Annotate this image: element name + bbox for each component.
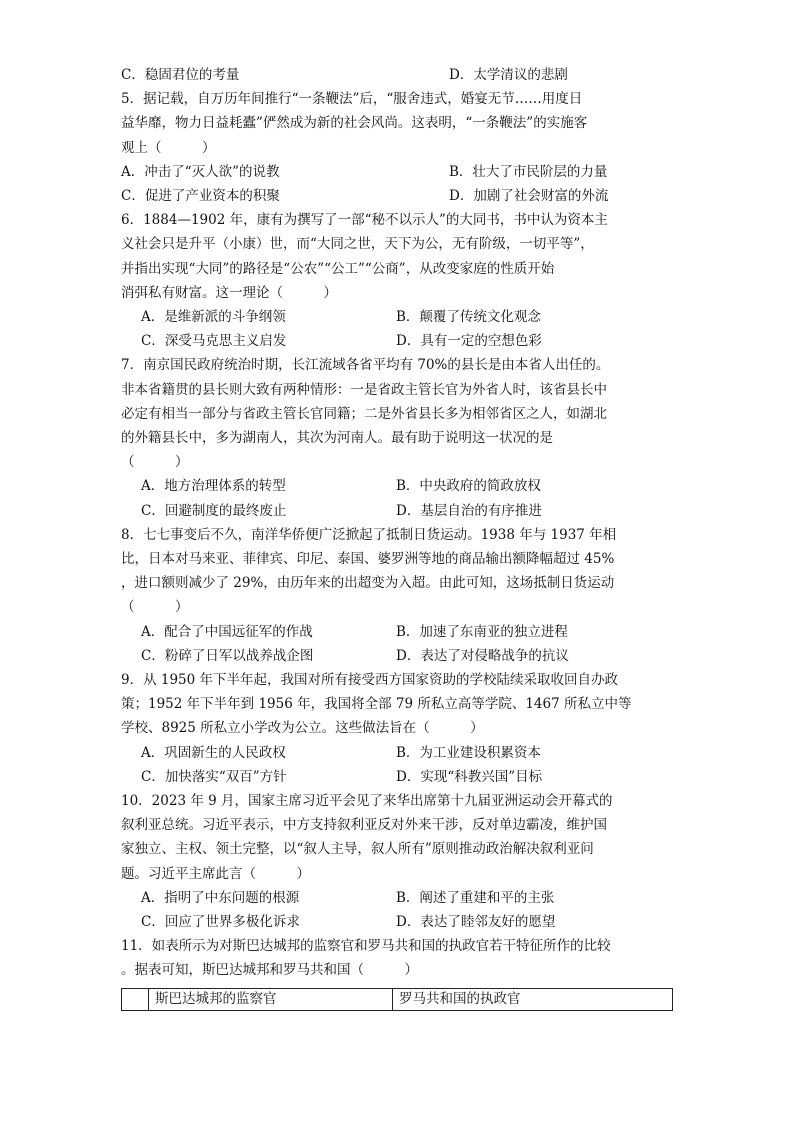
line-text: 消弭私有财富。这一理论（ ） [121, 284, 337, 301]
text-line [0, 693, 793, 715]
line-text: ，进口额则减少了 29%，由历年来的出超变为入超。由此可知，这场抵制日货运动 [121, 575, 615, 592]
text-line [0, 645, 793, 667]
line-text: 非本省籍贯的县长则大致有两种情形：一是省政主管长官为外省人时，该省县长中 [121, 381, 607, 398]
text-line [0, 258, 793, 280]
line-text: 策；1952 年下半年到 1956 年，我国将全部 79 所私立高等学院、1467 所私立中等 [121, 696, 632, 713]
line-text: 的外籍县长中，多为湖南人，其次为河南人。最有助于说明这一状况的是 [121, 430, 553, 446]
text-line [0, 717, 793, 739]
line-text: 必定有相当一部分与省政主管长官同籍；二是外省县长多为相邻省区之人，如湖北 [121, 405, 607, 422]
line-text: A．是维新派的斗争纲领 [141, 309, 286, 325]
line-text: 益华靡，物力日益耗蠹”俨然成为新的社会风尚。这表明，“一条鞭法”的实施客 [121, 115, 588, 132]
line-text: 题。习近平主席此言（ ） [121, 865, 310, 882]
text-line [0, 330, 793, 352]
text-line [0, 354, 793, 376]
text-line [0, 209, 793, 231]
text-line [0, 64, 793, 86]
text-line [0, 500, 793, 522]
line-text: 叙利亚总统。习近平表示，中方支持叙利亚反对外来干涉，反对单边霸凌，维护国 [121, 817, 607, 834]
line-text: C．回应了世界多极化诉求 [141, 914, 300, 930]
text-line [0, 451, 793, 473]
line-text: C．加快落实“双百”方针 [141, 768, 287, 785]
line-text-right: B．为工业建设积累资本 [396, 744, 541, 761]
text-line [0, 814, 793, 836]
line-text: C．稳固君位的考量 [121, 67, 240, 83]
text-line [0, 427, 793, 449]
line-text: （ ） [121, 599, 189, 616]
line-text-right: D．表达了对侵略战争的抗议 [396, 647, 569, 664]
table-header-blank [122, 989, 149, 1010]
line-text: C．深受马克思主义启发 [141, 333, 287, 350]
text-line [0, 959, 793, 981]
line-text: C．促进了产业资本的积聚 [121, 188, 280, 204]
table-header-roman-consul: 罗马共和国的执政官 [399, 991, 521, 1007]
line-text: 比，日本对马来亚、菲律宾、印尼、泰国、婆罗洲等地的商品输出额降幅超过 45% [121, 551, 615, 567]
line-text-right: D．加剧了社会财富的外流 [449, 188, 609, 204]
text-line [0, 838, 793, 860]
text-line [0, 185, 793, 207]
text-line [0, 137, 793, 159]
line-text: 7．南京国民政府统治时期，长江流域各省平均有 70%的县长是由本省人出任的。 [121, 357, 610, 374]
text-line [0, 475, 793, 497]
text-line [0, 112, 793, 134]
line-text: C．回避制度的最终废止 [141, 502, 287, 519]
text-line [0, 863, 793, 885]
comparison-table [121, 988, 673, 1011]
line-text-right: B．中央政府的简政放权 [396, 478, 541, 495]
text-line [0, 306, 793, 328]
text-line [0, 524, 793, 546]
line-text: （ ） [121, 454, 189, 471]
line-text: 。据表可知，斯巴达城邦和罗马共和国（ ） [121, 962, 418, 979]
line-text-right: D．表达了睦邻友好的愿望 [396, 914, 556, 930]
line-text: A．地方治理体系的转型 [141, 478, 286, 495]
line-text: C．粉碎了日军以战养战企图 [141, 647, 314, 664]
text-line [0, 596, 793, 618]
line-text: 观上（ ） [121, 139, 216, 156]
line-text: A．巩固新生的人民政权 [141, 744, 286, 761]
line-text: 家独立、主权、领土完整，以“叙人主导，叙人所有”原则推动政治解决叙利亚问 [121, 841, 594, 858]
text-line [0, 403, 793, 425]
line-text: 义社会只是升平（小康）世，而“大同之世，天下为公，无有阶级，一切平等”， [121, 236, 594, 253]
text-line [0, 379, 793, 401]
line-text: A．配合了中国远征军的作战 [141, 623, 313, 640]
line-text-right: B．颠覆了传统文化观念 [396, 309, 541, 325]
text-line [0, 88, 793, 110]
text-line [0, 572, 793, 594]
text-line [0, 282, 793, 304]
line-text: 6．1884—1902 年，康有为撰写了一部“秘不以示人”的大同书，书中认为资本主 [121, 212, 608, 229]
line-text: 5．据记载，自万历年间推行“一条鞭法”后，“服舍违式，婚宴无节……用度日 [121, 91, 583, 108]
text-line [0, 233, 793, 255]
table-header-sparta-ephor: 斯巴达城邦的监察官 [149, 989, 393, 1010]
line-text: 8．七七事变后不久，南洋华侨便广泛掀起了抵制日货运动。1938 年与 1937 年相 [121, 526, 617, 543]
line-text-right: B．壮大了市民阶层的力量 [449, 163, 608, 180]
line-text: 并指出实现“大同”的路径是“公农”“公工”“公商”，从改变家庭的性质开始 [121, 260, 555, 277]
text-line [0, 911, 793, 933]
line-text: 学校、8925 所私立小学改为公立。这些做法旨在（ ） [121, 720, 484, 737]
text-line [0, 790, 793, 812]
text-line [0, 621, 793, 643]
text-line [0, 887, 793, 909]
line-text-right: D．太学清议的悲剧 [449, 67, 568, 83]
text-line [0, 669, 793, 691]
line-text-right: D．基层自治的有序推进 [396, 502, 542, 519]
line-text-right: B．阐述了重建和平的主张 [396, 889, 555, 906]
line-text: A．冲击了“灭人欲”的说教 [121, 163, 280, 180]
text-line [0, 935, 793, 957]
line-text: 10．2023 年 9 月，国家主席习近平会见了来华出席第十九届亚洲运动会开幕式的 [121, 793, 613, 809]
line-text: A．指明了中东问题的根源 [141, 889, 300, 906]
line-text: 9．从 1950 年下半年起，我国对所有接受西方国家资助的学校陆续采取收回自办政 [121, 672, 619, 688]
line-text-right: D．具有一定的空想色彩 [396, 333, 542, 350]
text-line [0, 742, 793, 764]
line-text: 11．如表所示为对斯巴达城邦的监察官和罗马共和国的执政官若干特征所作的比较 [121, 938, 611, 955]
text-line [0, 548, 793, 570]
line-text-right: D．实现“科教兴国”目标 [396, 768, 543, 785]
text-line [0, 766, 793, 788]
text-line [0, 161, 793, 183]
line-text-right: B．加速了东南亚的独立进程 [396, 623, 568, 640]
